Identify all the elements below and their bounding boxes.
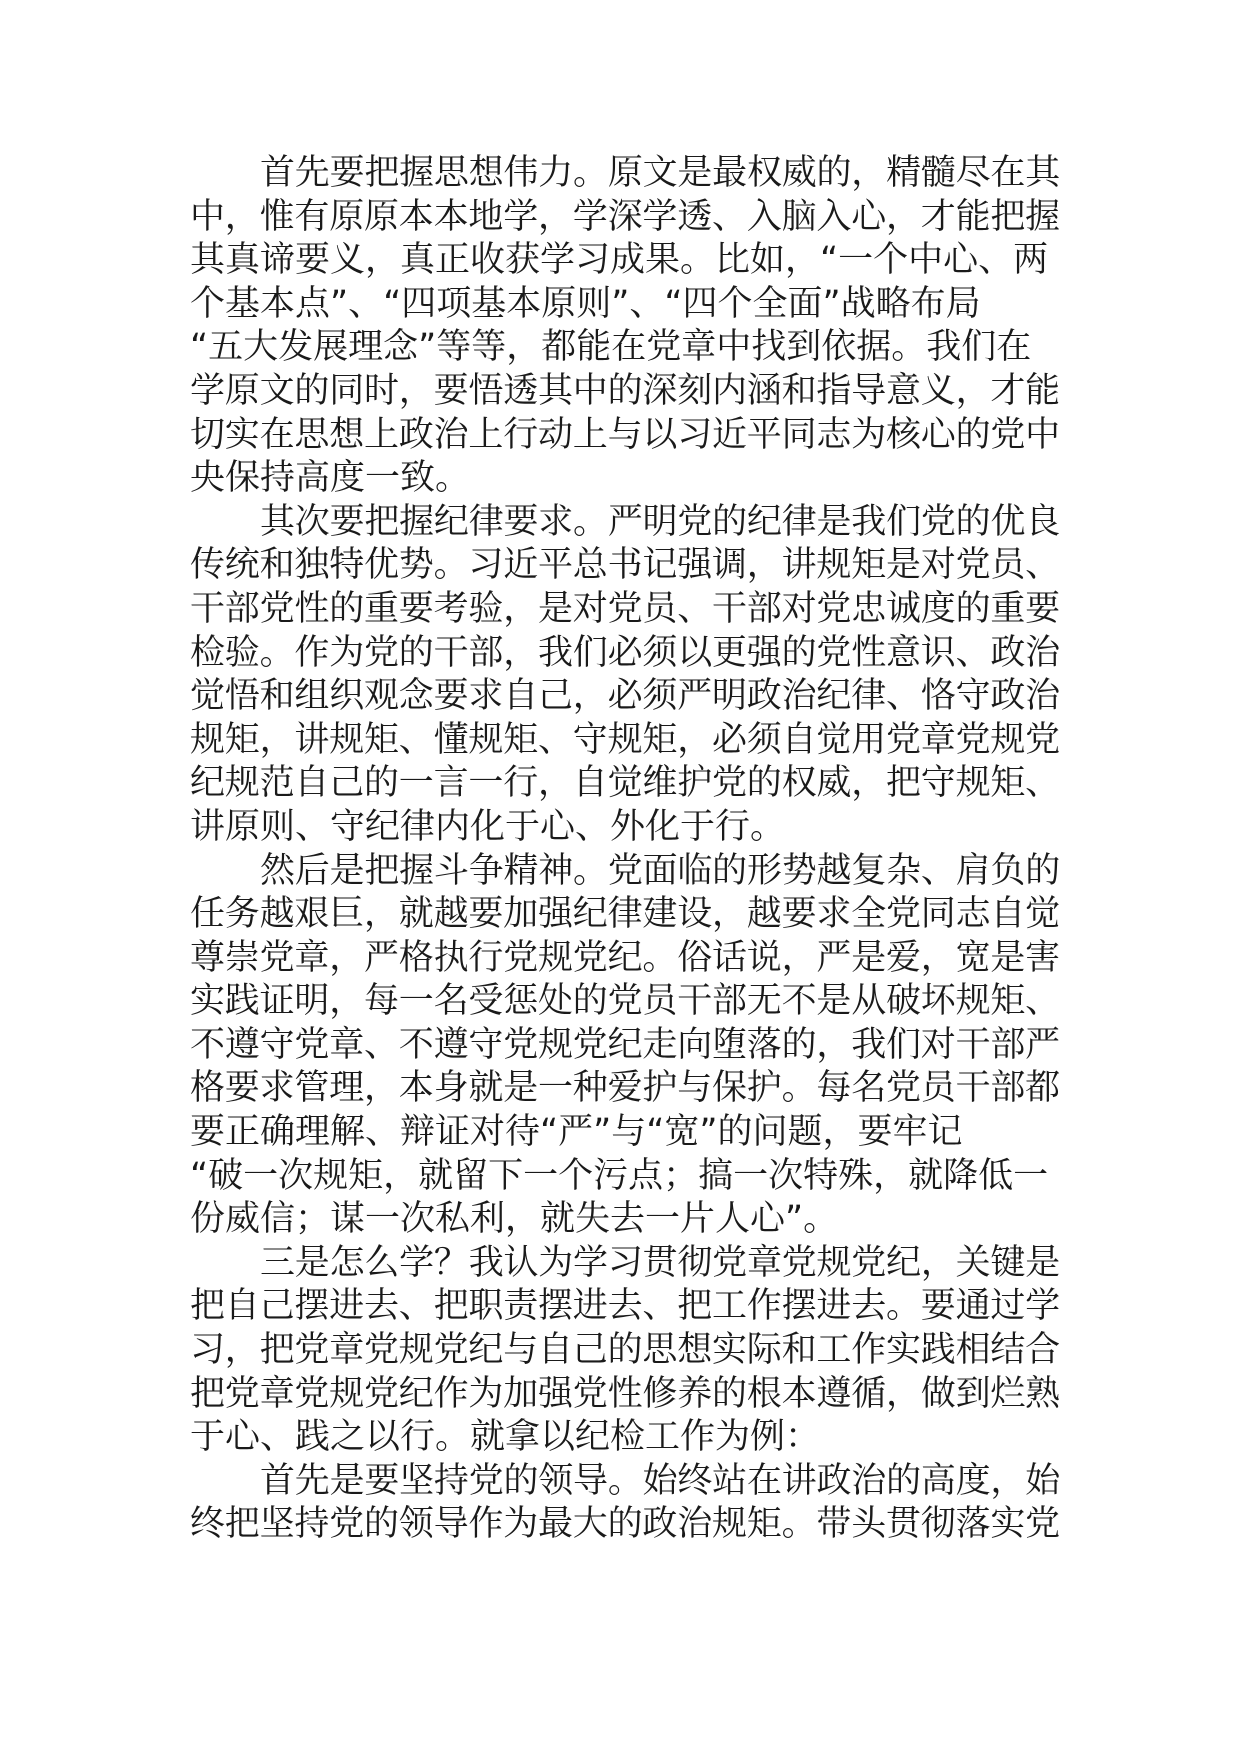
text-line: 讲原则、守纪律内化于心、外化于行。 bbox=[190, 806, 786, 847]
text-line: 检验。作为党的干部，我们必须以更强的党性意识、政治 bbox=[190, 632, 1060, 673]
paragraph-first-line: 首先要把握思想伟力。原文是最权威的，精髓尽在其 bbox=[260, 153, 1060, 193]
text-line: 于心、践之以行。就拿以纪检工作为例： bbox=[190, 1417, 821, 1458]
text-line: 格要求管理，本身就是一种爱护与保护。每名党员干部都 bbox=[190, 1068, 1060, 1109]
text-line: 觉悟和组织观念要求自己，必须严明政治纪律、恪守政治 bbox=[190, 676, 1060, 717]
text-line: 传统和独特优势。习近平总书记强调，讲规矩是对党员、 bbox=[190, 545, 1060, 586]
text-line: “五大发展理念”等等，都能在党章中找到依据。我们在 bbox=[190, 327, 1032, 368]
text-line: 切实在思想上政治上行动上与以习近平同志为核心的党中 bbox=[190, 414, 1060, 455]
text-line: 规矩，讲规矩、懂规矩、守规矩，必须自觉用党章党规党 bbox=[190, 719, 1060, 760]
text-line: 终把坚持党的领导作为最大的政治规矩。带头贯彻落实党 bbox=[190, 1504, 1060, 1545]
paragraph-first-line: 三是怎么学？我认为学习贯彻党章党规党纪，关键是 bbox=[260, 1242, 1060, 1283]
text-line: 把党章党规党纪作为加强党性修养的根本遵循，做到烂熟 bbox=[190, 1373, 1060, 1414]
text-line: 学原文的同时，要悟透其中的深刻内涵和指导意义，才能 bbox=[190, 370, 1060, 411]
text-line: 不遵守党章、不遵守党规党纪走向堕落的，我们对干部严 bbox=[190, 1024, 1060, 1065]
document-body bbox=[190, 152, 1060, 1547]
text-line: 中，惟有原原本本地学，学深学透、入脑入心，才能把握 bbox=[190, 196, 1060, 237]
paragraph-first-line: 然后是把握斗争精神。党面临的形势越复杂、肩负的 bbox=[260, 850, 1060, 891]
text-line: 任务越艰巨，就越要加强纪律建设，越要求全党同志自觉 bbox=[190, 894, 1060, 935]
text-line: 实践证明，每一名受惩处的党员干部无不是从破坏规矩、 bbox=[190, 981, 1060, 1022]
text-line: 要正确理解、辩证对待“严”与“宽”的问题，要牢记 bbox=[190, 1112, 963, 1153]
text-line: 尊崇党章，严格执行党规党纪。俗话说，严是爱，宽是害 bbox=[190, 937, 1060, 978]
paragraph-first-line: 其次要把握纪律要求。严明党的纪律是我们党的优良 bbox=[260, 501, 1060, 542]
text-line: 其真谛要义，真正收获学习成果。比如，“一个中心、两 bbox=[190, 240, 1049, 281]
text-line: 把自己摆进去、把职责摆进去、把工作摆进去。要通过学 bbox=[190, 1286, 1060, 1327]
text-line: 干部党性的重要考验，是对党员、干部对党忠诚度的重要 bbox=[190, 588, 1060, 629]
text-line: 央保持高度一致。 bbox=[190, 458, 471, 499]
paragraph-first-line: 首先是要坚持党的领导。始终站在讲政治的高度，始 bbox=[260, 1460, 1060, 1501]
text-line: 份威信；谋一次私利，就失去一片人心”。 bbox=[190, 1199, 839, 1240]
text-line: 习，把党章党规党纪与自己的思想实际和工作实践相结合 bbox=[190, 1330, 1060, 1371]
text-line: 个基本点”、“四项基本原则”、“四个全面”战略布局 bbox=[190, 283, 981, 324]
text-line: “破一次规矩，就留下一个污点；搞一次特殊，就降低一 bbox=[190, 1155, 1049, 1196]
text-line: 纪规范自己的一言一行，自觉维护党的权威，把守规矩、 bbox=[190, 763, 1060, 804]
